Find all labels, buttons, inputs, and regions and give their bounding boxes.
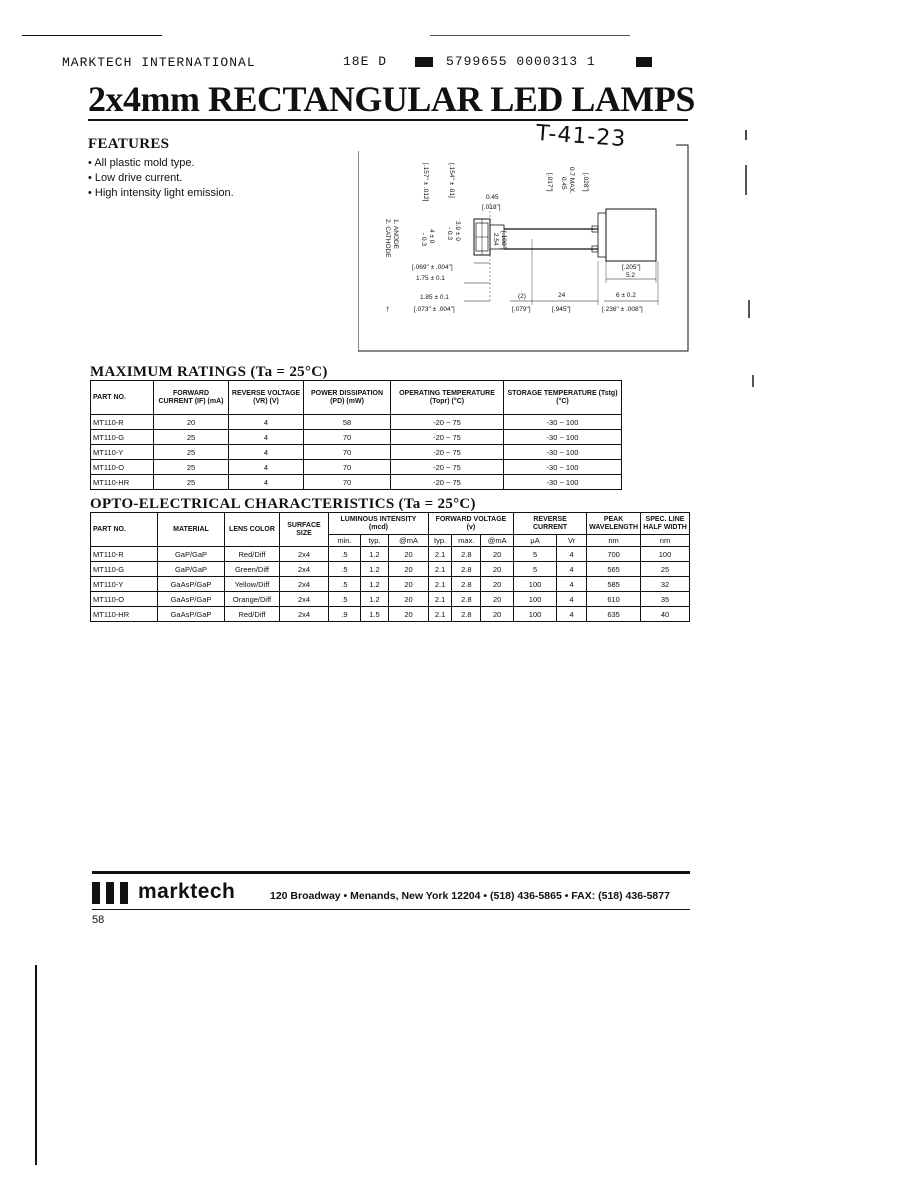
table-cell: 25 (641, 562, 690, 577)
table-cell: -20 ~ 75 (391, 430, 504, 445)
table-cell: 70 (304, 445, 391, 460)
table-cell: 2x4 (280, 607, 329, 622)
table-cell: -30 ~ 100 (504, 430, 622, 445)
table-cell: -20 ~ 75 (391, 445, 504, 460)
table-cell: 25 (154, 430, 229, 445)
opto-heading: OPTO-ELECTRICAL CHARACTERISTICS (Ta = 25°C) (90, 496, 476, 512)
footer-rule (92, 871, 690, 874)
header-company: MARKTECH INTERNATIONAL (62, 55, 256, 70)
table-cell: MT110-R (91, 415, 154, 430)
scan-speck (745, 130, 747, 140)
scan-speck (745, 165, 747, 195)
table-cell: -30 ~ 100 (504, 445, 622, 460)
table-cell: 4 (557, 592, 587, 607)
table-cell: Red/Diff (225, 547, 280, 562)
table-cell: 100 (641, 547, 690, 562)
table-cell: MT110-Y (91, 445, 154, 460)
table-cell: GaP/GaP (158, 562, 225, 577)
table-cell: 1.2 (360, 592, 388, 607)
label-d017: [.017"] (546, 173, 553, 192)
package-dimension-drawing (358, 143, 690, 353)
footer-address: 120 Broadway • Menands, New York 12204 • (518) 436-5865 • FAX: (518) 436-5877 (270, 890, 670, 902)
table-cell: 70 (304, 460, 391, 475)
table-cell: MT110-O (91, 592, 158, 607)
col-reverse-voltage: REVERSE VOLTAGE (VR) (V) (229, 381, 304, 415)
table-cell: Green/Diff (225, 562, 280, 577)
black-square-mark-2 (636, 57, 652, 67)
max-ratings-heading: MAXIMUM RATINGS (Ta = 25°C) (90, 364, 328, 380)
table-cell: MT110-G (91, 562, 158, 577)
table-cell: typ. (428, 535, 451, 547)
table-cell: .5 (329, 577, 361, 592)
table-cell: 20 (389, 607, 429, 622)
table-cell: 5 (514, 562, 557, 577)
col-forward-current: FORWARD CURRENT (IF) (mA) (154, 381, 229, 415)
table-cell: MT110-HR (91, 607, 158, 622)
table-cell: typ. (360, 535, 388, 547)
col-part: PART NO. (91, 381, 154, 415)
max-ratings-table (90, 380, 622, 490)
col-part: PART NO. (91, 513, 158, 547)
label-d1-85: 1.85 ± 0.1 (420, 294, 449, 301)
table-cell: 565 (587, 562, 641, 577)
label-d069: [.069" ± .004"] (412, 264, 453, 271)
label-cathode: 2. CATHODE (384, 219, 391, 258)
table-cell: 2.1 (428, 607, 451, 622)
label-d154: [.154" ± .01] (448, 163, 455, 198)
table-row (91, 562, 690, 577)
table-cell: 20 (389, 562, 429, 577)
table-cell: .9 (329, 607, 361, 622)
table-cell: μA (514, 535, 557, 547)
label-d205: [.205"] (622, 264, 641, 271)
table-row (91, 475, 622, 490)
col-reverse-current: REVERSE CURRENT (514, 513, 587, 535)
table-cell: 5 (514, 547, 557, 562)
table-row (91, 607, 690, 622)
table-cell: 2.1 (428, 592, 451, 607)
top-scan-line (22, 35, 162, 36)
col-peak: PEAK WAVELENGTH (587, 513, 641, 535)
table-cell: 2.8 (452, 547, 481, 562)
table-row (91, 415, 622, 430)
table-cell: 20 (481, 562, 514, 577)
table-row (91, 445, 622, 460)
label-d6: 6 ± 0.2 (616, 292, 636, 299)
page-number: 58 (92, 914, 105, 926)
table-cell: MT110-G (91, 430, 154, 445)
table-cell: 700 (587, 547, 641, 562)
table-cell: 25 (154, 475, 229, 490)
table-cell: 100 (514, 577, 557, 592)
label-d2-54: 2.54 (492, 233, 499, 246)
table-row (91, 577, 690, 592)
table-cell: 2x4 (280, 547, 329, 562)
table-cell: 20 (154, 415, 229, 430)
table-cell: 585 (587, 577, 641, 592)
table-cell: MT110-O (91, 460, 154, 475)
table-cell: MT110-R (91, 547, 158, 562)
title-underline (88, 119, 688, 121)
table-cell: 2.1 (428, 547, 451, 562)
table-cell: 4 (229, 415, 304, 430)
table-cell: @mA (389, 535, 429, 547)
table-cell: 100 (514, 607, 557, 622)
table-cell: 610 (587, 592, 641, 607)
table-cell: 4 (557, 562, 587, 577)
page-title: 2x4mm RECTANGULAR LED LAMPS (88, 79, 695, 119)
label-d018: [.018"] (482, 204, 501, 211)
left-scan-edge (35, 965, 37, 1165)
table-cell: MT110-Y (91, 577, 158, 592)
table-cell: -20 ~ 75 (391, 460, 504, 475)
table-cell: max. (452, 535, 481, 547)
table-cell: 20 (481, 547, 514, 562)
table-cell: Vr (557, 535, 587, 547)
feature-item: • Low drive current. (88, 172, 183, 184)
scan-speck (748, 300, 750, 318)
label-d5-2: 5.2 (626, 272, 636, 279)
label-anode: 1. ANODE (392, 219, 399, 249)
table-cell: 20 (481, 607, 514, 622)
label-d2: (2) (518, 293, 526, 300)
footer-rule-thin (92, 909, 690, 910)
table-cell: 20 (389, 577, 429, 592)
col-lens: LENS COLOR (225, 513, 280, 547)
col-power: POWER DISSIPATION (PD) (mW) (304, 381, 391, 415)
table-cell: 635 (587, 607, 641, 622)
header-code2: 5799655 0000313 1 (446, 54, 596, 69)
opto-body (91, 547, 690, 622)
table-cell: 4 (229, 430, 304, 445)
table-cell: .5 (329, 592, 361, 607)
table-cell: 2.8 (452, 577, 481, 592)
table-cell: .5 (329, 547, 361, 562)
table-cell: 32 (641, 577, 690, 592)
table-cell: -30 ~ 100 (504, 415, 622, 430)
table-cell: 70 (304, 430, 391, 445)
col-operating-temp: OPERATING TEMPERATURE (Topr) (°C) (391, 381, 504, 415)
table-cell: Yellow/Diff (225, 577, 280, 592)
table-row (91, 592, 690, 607)
table-cell: min. (329, 535, 361, 547)
features-list (88, 157, 234, 199)
logo-bar (120, 882, 128, 904)
label-d0-45b: 0.45 (560, 177, 567, 190)
table-cell: 2.1 (428, 577, 451, 592)
features-heading: FEATURES (88, 136, 170, 152)
max-ratings-body (91, 415, 622, 490)
top-scan-line-2 (430, 35, 630, 36)
feature-item: • High intensity light emission. (88, 187, 234, 199)
table-cell: GaP/GaP (158, 547, 225, 562)
label-d157: [.157" ± .012] (422, 163, 429, 202)
table-cell: nm (641, 535, 690, 547)
table-cell: 1.2 (360, 577, 388, 592)
marktech-logo (92, 880, 134, 906)
header-code1: 18E D (343, 54, 388, 69)
table-cell: 70 (304, 475, 391, 490)
table-cell: 1.2 (360, 562, 388, 577)
table-cell: GaAsP/GaP (158, 592, 225, 607)
feature-item: • All plastic mold type. (88, 157, 195, 169)
table-cell: 35 (641, 592, 690, 607)
table-cell: -20 ~ 75 (391, 475, 504, 490)
table-cell: 20 (481, 592, 514, 607)
label-d0-7max: 0.7 MAX. (568, 167, 575, 194)
table-cell: -30 ~ 100 (504, 475, 622, 490)
label-d0-45: 0.45 (486, 194, 499, 201)
label-d3-9: 3.9 ± 0 (454, 221, 461, 241)
table-cell: 2x4 (280, 577, 329, 592)
table-cell: GaAsP/GaP (158, 577, 225, 592)
table-cell: -30 ~ 100 (504, 460, 622, 475)
table-cell: 20 (389, 592, 429, 607)
col-spec: SPEC. LINE HALF WIDTH (641, 513, 690, 535)
logo-bar (92, 882, 100, 904)
col-forward-voltage: FORWARD VOLTAGE (v) (428, 513, 513, 535)
table-cell: 2.8 (452, 607, 481, 622)
table-cell: 20 (481, 577, 514, 592)
table-cell: 4 (557, 577, 587, 592)
col-material: MATERIAL (158, 513, 225, 547)
table-cell: 2.8 (452, 592, 481, 607)
table-cell: 1.2 (360, 547, 388, 562)
label-d945: [.945"] (552, 306, 571, 313)
label-star: † (386, 306, 390, 313)
table-row (91, 460, 622, 475)
label-d236: [.236" ± .008"] (602, 306, 643, 313)
table-cell: @mA (481, 535, 514, 547)
table-cell: 4 (229, 445, 304, 460)
label-d4: 4 ± 0 (428, 229, 435, 244)
label-d1-75: 1.75 ± 0.1 (416, 275, 445, 282)
table-cell: 2.8 (452, 562, 481, 577)
table-cell: Red/Diff (225, 607, 280, 622)
table-cell: 2.1 (428, 562, 451, 577)
table-cell: 25 (154, 460, 229, 475)
col-storage-temp: STORAGE TEMPERATURE (Tstg) (°C) (504, 381, 622, 415)
table-cell: GaAsP/GaP (158, 607, 225, 622)
scan-speck (752, 375, 754, 387)
col-size: SURFACE SIZE (280, 513, 329, 547)
table-row (91, 430, 622, 445)
table-cell: 20 (389, 547, 429, 562)
table-cell: -20 ~ 75 (391, 415, 504, 430)
opto-table (90, 512, 690, 622)
label-d100: [.100"] (500, 231, 507, 250)
table-cell: Orange/Diff (225, 592, 280, 607)
label-d073: [.073" ± .004"] (414, 306, 455, 313)
table-cell: 4 (557, 547, 587, 562)
table-cell: 4 (229, 460, 304, 475)
table-cell: 1.5 (360, 607, 388, 622)
table-cell: 4 (557, 607, 587, 622)
label-d4b: - 0.3 (420, 233, 427, 247)
table-cell: .5 (329, 562, 361, 577)
col-luminous: LUMINOUS INTENSITY (mcd) (329, 513, 429, 535)
label-d079: [.079"] (512, 306, 531, 313)
label-d028: [.028"] (582, 173, 589, 192)
table-cell: 58 (304, 415, 391, 430)
table-cell: 25 (154, 445, 229, 460)
label-d24: 24 (558, 292, 566, 299)
table-cell: nm (587, 535, 641, 547)
logo-bar (106, 882, 114, 904)
table-cell: 4 (229, 475, 304, 490)
handwritten-note: T-41-23 (535, 120, 628, 153)
table-cell: 100 (514, 592, 557, 607)
table-cell: 2x4 (280, 562, 329, 577)
table-cell: 2x4 (280, 592, 329, 607)
table-row (91, 547, 690, 562)
table-cell: MT110-HR (91, 475, 154, 490)
footer-brand: marktech (138, 880, 236, 903)
black-square-mark (415, 57, 433, 67)
label-d3-9b: - 0.3 (446, 227, 453, 241)
table-cell: 40 (641, 607, 690, 622)
